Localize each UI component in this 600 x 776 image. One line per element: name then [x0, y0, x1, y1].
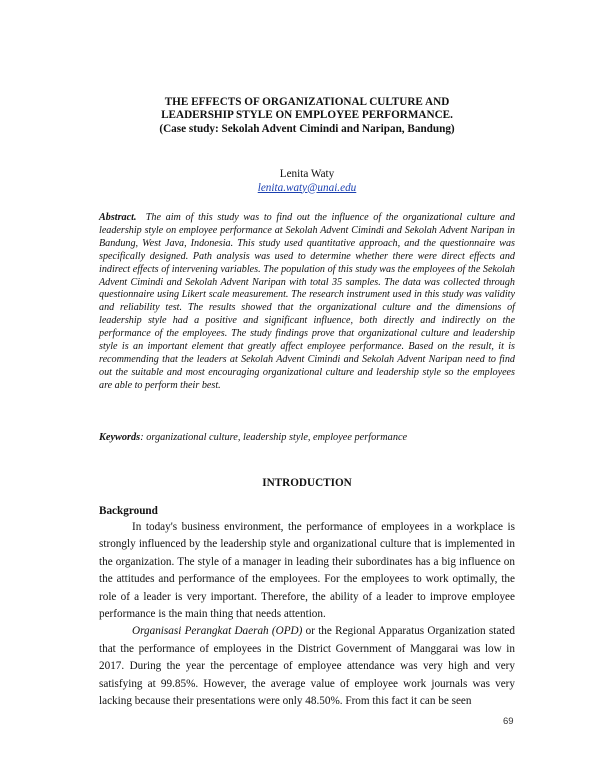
title-line-1: THE EFFECTS OF ORGANIZATIONAL CULTURE AND	[164, 96, 450, 108]
abstract-label: Abstract.	[99, 212, 137, 223]
paragraph-1: In today's business environment, the performance of employees in a workplace is strongly influenced by the leadership style and organizational culture that is implemented in the organization. The style of a manager in leading their subordinates has a big influence on the attitudes and performance of the employees. For the employees to work optimally, the role of a leader is very important. Therefore, the ability of a leader to improve employee performance is the main thing that needs attention.	[99, 521, 515, 621]
paragraph-2	[99, 623, 515, 710]
section-heading-introduction: INTRODUCTION	[262, 477, 352, 489]
subheading-background: Background	[99, 505, 158, 517]
author-email-link[interactable]: lenita.waty@unai.edu	[257, 181, 357, 194]
introduction-body	[99, 519, 515, 710]
author-name: Lenita Waty	[279, 168, 335, 180]
abstract-text: The aim of this study was to find out the influence of the organizational culture and leadership style on employee performance at Sekolah Advent Cimindi and Sekolah Advent Naripan in Bandung, West Java, Indonesia. This study used quantitative approach, and the questionnaire was specifically designed. Path analysis was used to determine whether there were direct effects and indirect effects of intervening variables. The population of this study was the employees of the Sekolah Advent Cimindi and Sekolah Advent Naripan with total 35 samples. The data was collected through questionnaire using Likert scale measurement. The research instrument used in this study was validity and reliability test. The results showed that the organizational culture and the dimensions of leadership style had a positive and significant influence, both directly and indirectly on the performance of the employees. The study findings prove that organizational culture and leadership style is an important element that greatly affect employee performance. Based on the result, it is recommending that the leaders at Sekolah Advent Cimindi and Sekolah Advent Naripan need to find out the suitable and most encouraging organizational culture and leadership style so the employees are able to perform their best.	[99, 212, 515, 391]
page-number: 69	[503, 716, 514, 727]
paper-title	[100, 96, 514, 136]
author-block	[100, 168, 514, 195]
keywords-label: Keywords	[99, 432, 141, 443]
title-line-3: (Case study: Sekolah Advent Cimindi and Naripan, Bandung)	[159, 122, 455, 135]
abstract	[99, 212, 515, 393]
paragraph-2-text: or the Regional Apparatus Organization stated that the performance of employees in the District Government of Manggarai was low in 2017. During the year the percentage of employee attendance was very high and very satisfying at 99.85%. However, the average value of employee work journals was very lacking because their presentations were only 48.50%. From this fact it can be seen	[99, 625, 515, 708]
paragraph-2-term: Organisasi Perangkat Daerah (OPD)	[132, 625, 303, 638]
keywords	[99, 431, 515, 444]
keywords-text: : organizational culture, leadership style, employee performance	[140, 432, 408, 443]
title-line-2: LEADERSHIP STYLE ON EMPLOYEE PERFORMANCE.	[161, 109, 453, 122]
